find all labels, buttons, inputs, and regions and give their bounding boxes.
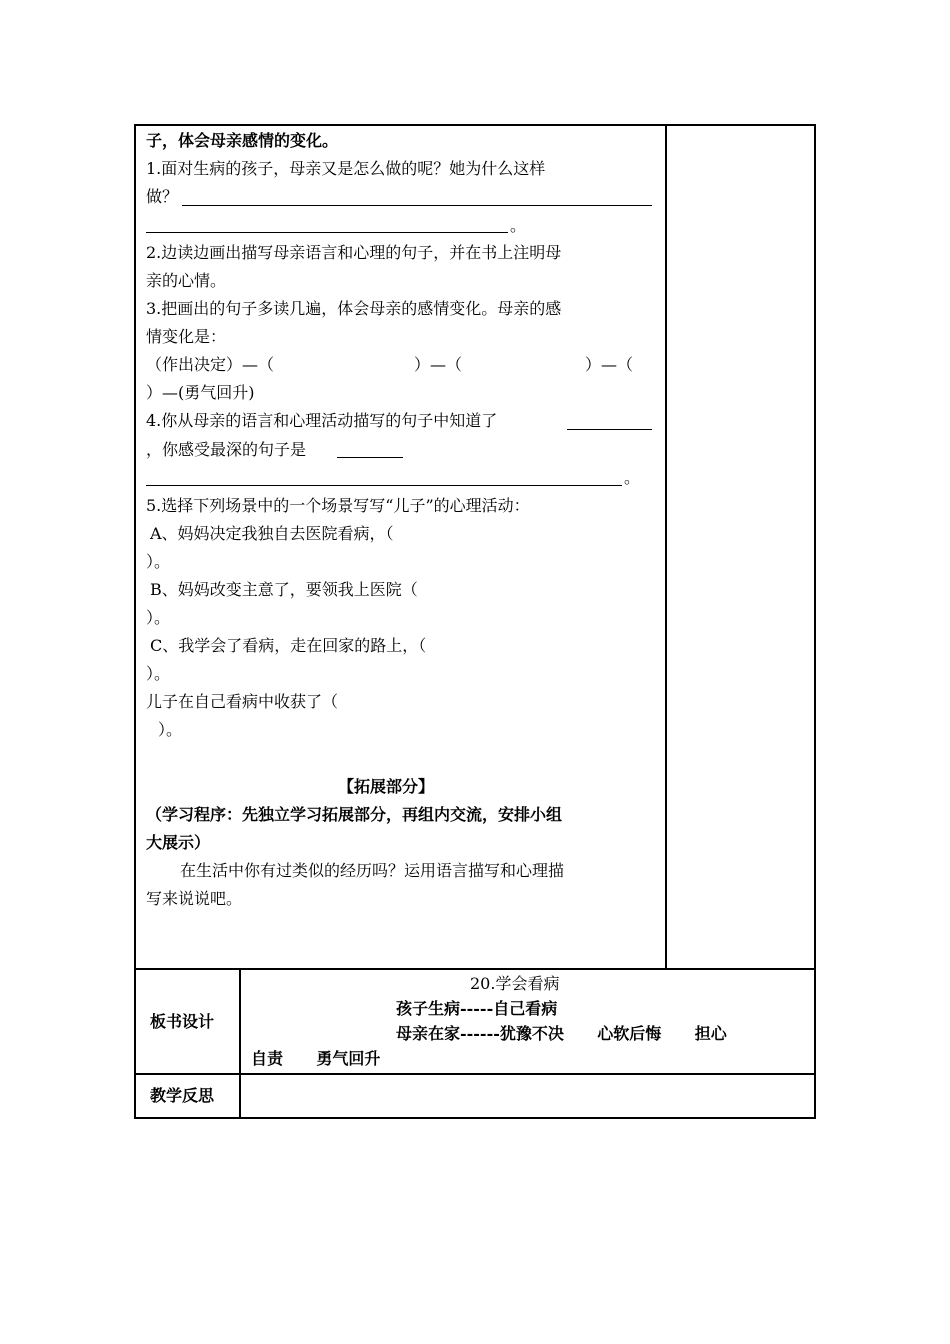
row-divider-board: [134, 968, 816, 970]
period-mark: 。: [510, 216, 527, 235]
question-4-line-2: ，你感受最深的句子是: [146, 440, 307, 459]
emotion-chain-mid: ）—（: [414, 355, 463, 374]
scene-b: B、妈妈改变主意了，要领我上医院（: [150, 580, 418, 599]
scene-a: A、妈妈决定我独自去医院看病，（: [150, 524, 394, 543]
scene-c-close: ）。: [146, 664, 171, 683]
board-label: 板书设计: [150, 1012, 215, 1031]
board-title: 20.学会看病: [470, 974, 560, 993]
answer-blank: [567, 429, 652, 430]
extension-para-1: 在生活中你有过类似的经历吗？运用语言描写和心理描: [180, 861, 565, 880]
answer-blank: [146, 485, 622, 486]
question-5-line: 5.选择下列场景中的一个场景写写“儿子”的心理活动：: [146, 496, 530, 515]
scene-c: C、我学会了看病，走在回家的路上，（: [150, 636, 427, 655]
question-3-line-1: 3.把画出的句子多读几遍，体会母亲的感情变化。母亲的感: [146, 299, 562, 318]
emotion-chain-end: ）—(勇气回升): [146, 383, 255, 402]
board-row-1: 孩子生病-----自己看病: [396, 999, 558, 1018]
column-divider: [665, 124, 667, 970]
label-column-divider: [239, 968, 241, 1119]
gain-close: ）。: [158, 720, 183, 739]
board-row-3: 自责 勇气回升: [251, 1049, 381, 1068]
emotion-chain-start: （作出决定）—（: [146, 355, 275, 374]
answer-blank: [182, 205, 652, 206]
board-row-2: 母亲在家------犹豫不决 心软后悔 担心: [396, 1024, 727, 1043]
answer-blank: [146, 232, 508, 233]
question-1-line-1: 1.面对生病的孩子，母亲又是怎么做的呢？她为什么这样: [146, 159, 546, 178]
extension-title: 【拓展部分】: [338, 777, 435, 796]
answer-blank: [337, 457, 403, 458]
question-2-line-2: 亲的心情。: [146, 271, 227, 290]
question-2-line-1: 2.边读边画出描写母亲语言和心理的句子，并在书上注明母: [146, 243, 562, 262]
gain-line: 儿子在自己看病中收获了（: [146, 692, 339, 711]
emotion-chain-mid-2: ）—（: [585, 355, 634, 374]
question-4-line-1: 4.你从母亲的语言和心理活动描写的句子中知道了: [146, 411, 498, 430]
extension-note-2: 大展示）: [146, 833, 211, 852]
extension-note-1: （学习程序：先独立学习拓展部分，再组内交流，安排小组: [146, 805, 563, 824]
question-1-line-2: 做？: [146, 187, 179, 206]
reflection-label: 教学反思: [150, 1086, 215, 1105]
question-3-line-2: 情变化是：: [146, 327, 227, 346]
period-mark: 。: [624, 468, 641, 487]
extension-para-2: 写来说说吧。: [146, 889, 243, 908]
intro-line: 子，体会母亲感情的变化。: [146, 131, 339, 150]
row-divider-reflection: [134, 1073, 816, 1075]
scene-a-close: ）。: [146, 552, 171, 571]
scene-b-close: ）。: [146, 608, 171, 627]
